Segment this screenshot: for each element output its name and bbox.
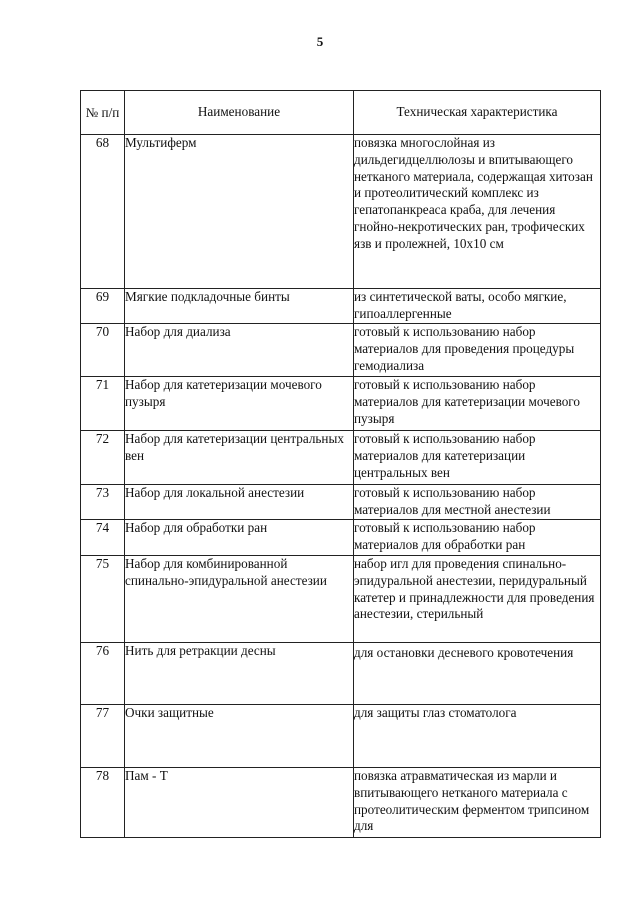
row-number: 77 [81, 705, 125, 768]
row-number: 71 [81, 377, 125, 431]
page-number: 5 [316, 34, 324, 49]
item-name: Набор для обработки ран [125, 520, 354, 556]
item-spec: готовый к использованию набор материалов для обработки ран [354, 520, 601, 556]
table-row [81, 705, 601, 768]
item-spec: готовый к использованию набор материалов для катетеризации мочевого пузыря [354, 377, 601, 431]
table-row [81, 768, 601, 838]
table-row [81, 135, 601, 289]
item-name: Набор для диализа [125, 324, 354, 377]
item-name: Набор для катетеризации мочевого пузыря [125, 377, 354, 431]
table-row [81, 520, 601, 556]
row-number: 68 [81, 135, 125, 289]
item-name: Набор для локальной анестезии [125, 485, 354, 520]
table-row [81, 556, 601, 643]
row-number: 74 [81, 520, 125, 556]
item-name: Пам - Т [125, 768, 354, 838]
item-spec: готовый к использованию набор материалов для проведения процедуры гемодиализа [354, 324, 601, 377]
row-number: 75 [81, 556, 125, 643]
specification-table [80, 90, 601, 838]
row-number: 69 [81, 289, 125, 324]
row-number: 70 [81, 324, 125, 377]
table-row [81, 324, 601, 377]
item-name: Мультиферм [125, 135, 354, 289]
table-header-row [81, 91, 601, 135]
row-number: 76 [81, 643, 125, 705]
table-row [81, 485, 601, 520]
table-row [81, 643, 601, 705]
column-header-spec: Техническая характеристика [354, 91, 601, 135]
column-header-number: № п/п [81, 91, 125, 135]
item-name: Очки защитные [125, 705, 354, 768]
row-number: 72 [81, 431, 125, 485]
item-spec: набор игл для проведения спинально-эпидуральной анестезии, перидуральный катетер и принадлежности для проведения анестезии, стерильный [354, 556, 601, 643]
column-header-name: Наименование [125, 91, 354, 135]
table-row [81, 377, 601, 431]
table-row [81, 289, 601, 324]
item-spec: для остановки десневого кровотечения [354, 643, 601, 705]
item-spec: для защиты глаз стоматолога [354, 705, 601, 768]
item-name: Набор для катетеризации центральных вен [125, 431, 354, 485]
item-name: Набор для комбинированной спинально-эпидуральной анестезии [125, 556, 354, 643]
item-name: Нить для ретракции десны [125, 643, 354, 705]
item-name: Мягкие подкладочные бинты [125, 289, 354, 324]
item-spec: повязка атравматическая из марли и впитывающего нетканого материала с протеолитическим ферментом трипсином для [354, 768, 601, 838]
item-spec: из синтетической ваты, особо мягкие, гипоаллергенные [354, 289, 601, 324]
item-spec: готовый к использованию набор материалов для катетеризации центральных вен [354, 431, 601, 485]
item-spec: готовый к использованию набор материалов для местной анестезии [354, 485, 601, 520]
row-number: 78 [81, 768, 125, 838]
row-number: 73 [81, 485, 125, 520]
item-spec: повязка многослойная из дильдегидцеллюлозы и впитывающего нетканого материала, содержащая хитозан и протеолитический комплекс из гепатопанкреаса краба, для лечения гнойно-некротических ран, трофических язв и пролежней, 10x10 см [354, 135, 601, 289]
table-row [81, 431, 601, 485]
